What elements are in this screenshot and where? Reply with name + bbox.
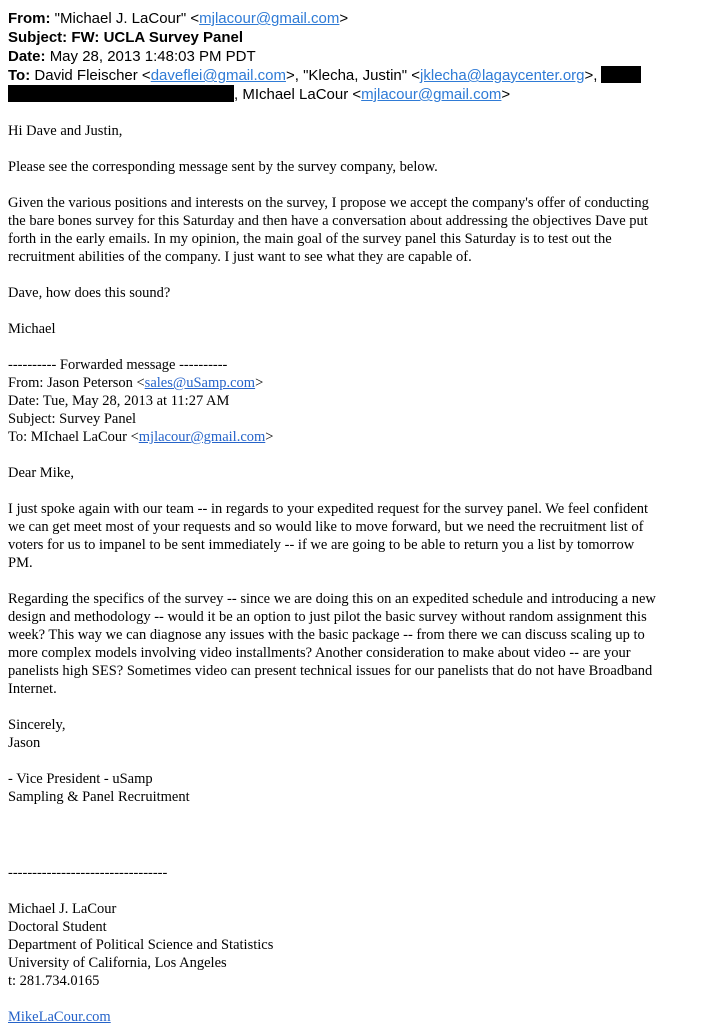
body-line: recruitment abilities of the company. I just want to see what they are capable of.: [8, 249, 472, 265]
redaction-box: [601, 66, 641, 83]
body-line: forth in the early emails. In my opinion, the main goal of the survey panel this Saturday is to test out the: [8, 231, 612, 247]
from-line: [8, 9, 702, 28]
to-recipient-2-close: >,: [584, 67, 598, 84]
forward-line: PM.: [8, 555, 33, 571]
from-label: From:: [8, 10, 51, 27]
subject-line: [8, 28, 702, 47]
to-line: [8, 66, 702, 85]
forward-to-email-link[interactable]: mjlacour@gmail.com: [138, 429, 266, 445]
email-signature: [8, 864, 702, 1026]
forward-sender-department: Sampling & Panel Recruitment: [8, 789, 190, 805]
signature-department: Department of Political Science and Statistics: [8, 937, 274, 953]
to-recipient-3-email-link[interactable]: mjlacour@gmail.com: [361, 86, 502, 103]
forward-sender-title: - Vice President - uSamp: [8, 771, 153, 787]
body-paragraph: Dave, how does this sound?: [8, 285, 171, 301]
forward-line: Regarding the specifics of the survey -- since we are doing this on an expedited schedule and introducing a new: [8, 591, 656, 607]
to-line-continued: [8, 85, 702, 104]
from-email-link[interactable]: mjlacour@gmail.com: [199, 10, 340, 27]
forward-line: Internet.: [8, 681, 57, 697]
forward-divider: ---------- Forwarded message ----------: [8, 357, 228, 373]
from-close: >: [339, 10, 349, 27]
signature-name: Michael J. LaCour: [8, 901, 117, 917]
forward-line: voters for us to impanel to be sent immediately -- if we are going to be able to return you a list by tomorrow: [8, 537, 635, 553]
redaction-box: [8, 85, 234, 102]
forward-line: design and methodology -- would it be an option to just pilot the basic survey without random assignment this: [8, 609, 647, 625]
forward-to-close: >: [265, 429, 274, 445]
subject-text: FW: UCLA Survey Panel: [71, 29, 244, 46]
date-line: [8, 47, 702, 66]
from-name: "Michael J. LaCour" <: [54, 10, 200, 27]
to-recipient-1-email-link[interactable]: daveflei@gmail.com: [150, 67, 286, 84]
forward-line: more complex models involving video installments? Another consideration to make about video -- are your: [8, 645, 631, 661]
forward-subject-line: Subject: Survey Panel: [8, 411, 137, 427]
forward-line: I just spoke again with our team -- in regards to your expedited request for the survey panel. We feel confident: [8, 501, 648, 517]
email-body: [8, 122, 702, 1026]
forward-line: panelists high SES? Sometimes video can present technical issues for our panelists that do not have Broadband: [8, 663, 653, 679]
body-paragraph: Please see the corresponding message sent by the survey company, below.: [8, 159, 438, 175]
body-line: the bare bones survey for this Saturday and then have a conversation about addressing the objectives Dave put: [8, 213, 648, 229]
greeting: Hi Dave and Justin,: [8, 123, 123, 139]
to-recipient-2-name: >, "Klecha, Justin" <: [285, 67, 421, 84]
forward-from-email-link[interactable]: sales@uSamp.com: [144, 375, 256, 391]
to-recipient-3-name: , MIchael LaCour <: [234, 86, 362, 103]
forwarded-message: [8, 356, 702, 806]
signoff: Michael: [8, 321, 56, 337]
forward-to-line: [8, 428, 702, 446]
forward-from-close: >: [255, 375, 264, 391]
forward-date-line: Date: Tue, May 28, 2013 at 11:27 AM: [8, 393, 230, 409]
email-header: [8, 9, 702, 104]
subject-label: Subject:: [8, 29, 68, 46]
date-text: May 28, 2013 1:48:03 PM PDT: [49, 48, 256, 65]
forward-greeting: Dear Mike,: [8, 465, 75, 481]
signature-role: Doctoral Student: [8, 919, 107, 935]
signature-phone: t: 281.734.0165: [8, 973, 100, 989]
date-label: Date:: [8, 48, 46, 65]
forward-line: week? This way we can diagnose any issues with the basic package -- from there we can discuss scaling up to: [8, 627, 645, 643]
forward-sender-name: Jason: [8, 735, 41, 751]
to-recipient-2-email-link[interactable]: jklecha@lagaycenter.org: [420, 67, 585, 84]
forward-line: we can get meet most of your requests and so would like to move forward, but we need the recruitment list of: [8, 519, 644, 535]
to-label: To:: [8, 67, 31, 84]
to-recipient-3-close: >: [501, 86, 511, 103]
forward-from-line: [8, 374, 702, 392]
signature-university: University of California, Los Angeles: [8, 955, 227, 971]
body-line: Given the various positions and interests on the survey, I propose we accept the company's offer of conducting: [8, 195, 649, 211]
signature-website-link[interactable]: MikeLaCour.com: [8, 1009, 111, 1025]
forward-closing: Sincerely,: [8, 717, 66, 733]
forward-to-name: To: MIchael LaCour <: [8, 429, 139, 445]
to-recipient-1-name: David Fleischer <: [34, 67, 151, 84]
signature-divider: ---------------------------------: [8, 865, 168, 881]
forward-from-name: From: Jason Peterson <: [8, 375, 145, 391]
signature-website-line: [8, 1008, 702, 1026]
